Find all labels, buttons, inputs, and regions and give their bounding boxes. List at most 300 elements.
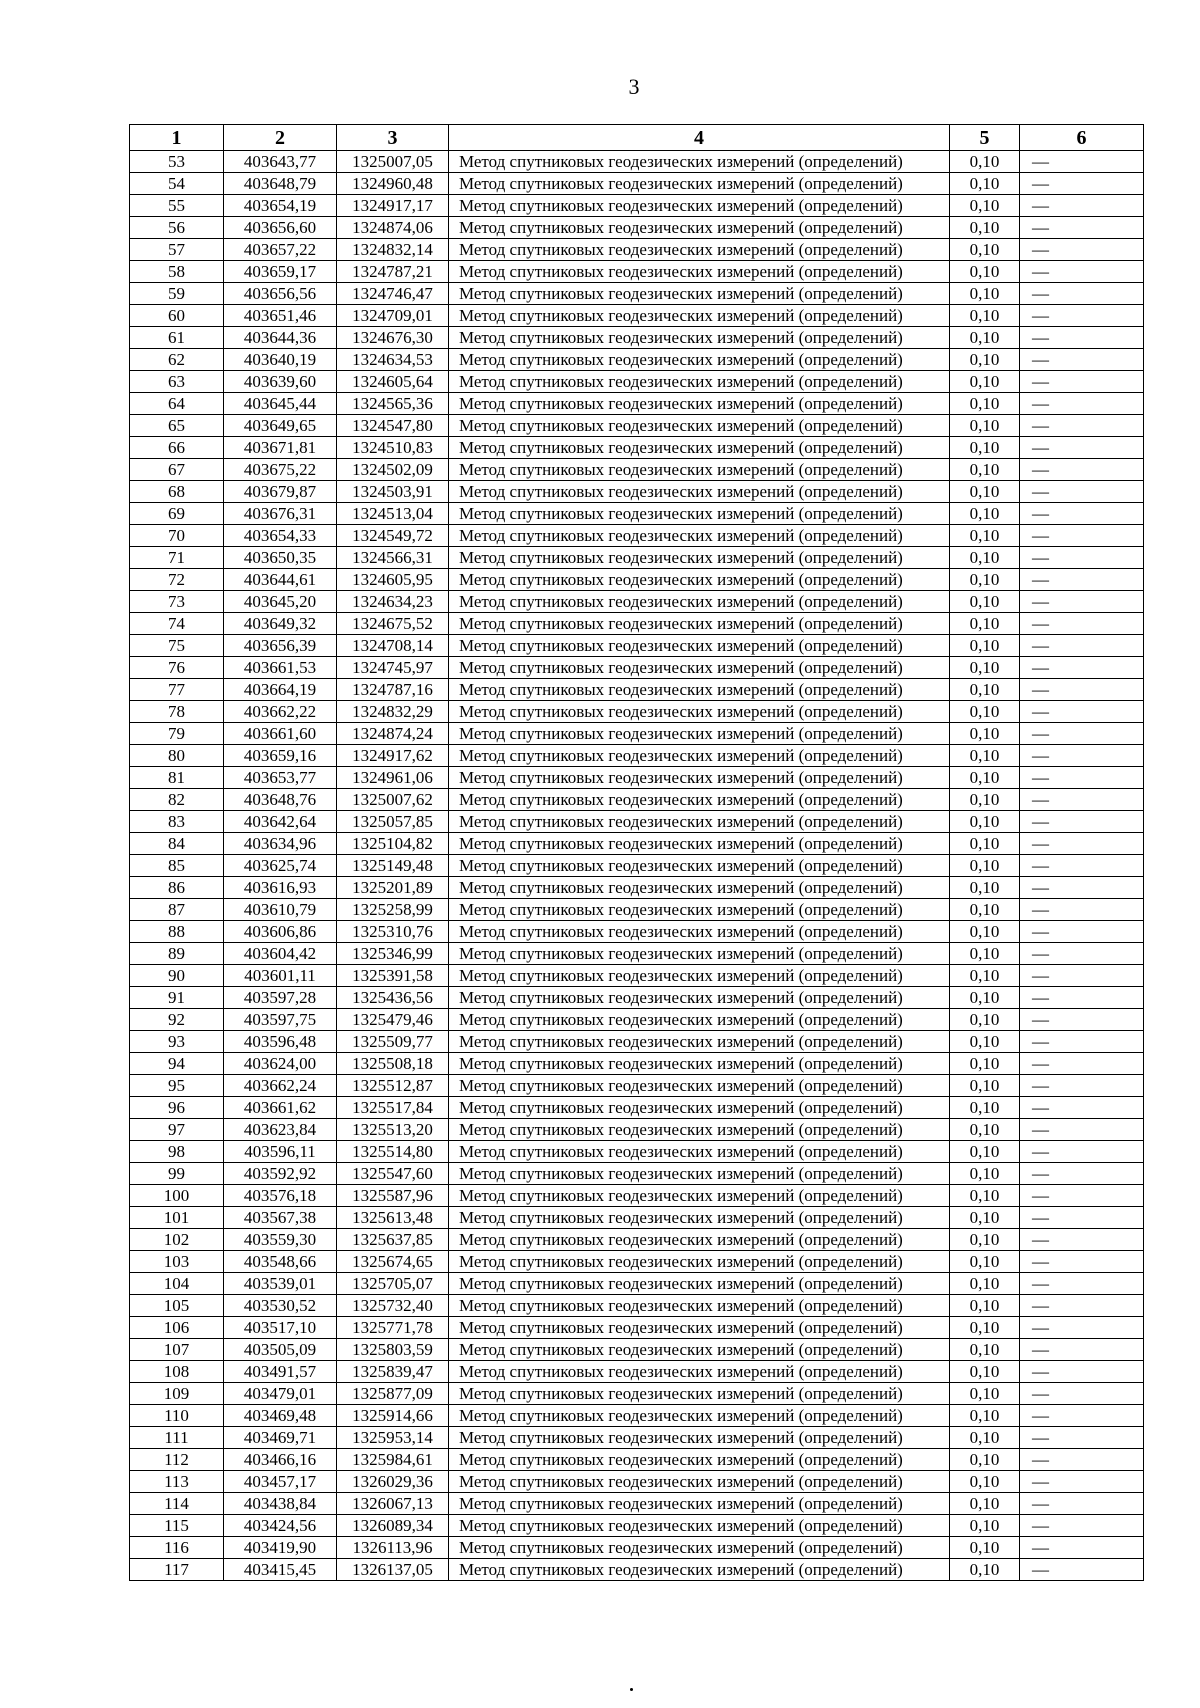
note-cell: — <box>1020 1515 1144 1537</box>
method-cell: Метод спутниковых геодезических измерений (определений) <box>449 1229 950 1251</box>
point-number-cell: 54 <box>130 173 224 195</box>
y-coordinate-cell: 1324961,06 <box>337 767 449 789</box>
note-cell: — <box>1020 745 1144 767</box>
note-cell: — <box>1020 393 1144 415</box>
y-coordinate-cell: 1325007,05 <box>337 151 449 173</box>
y-coordinate-cell: 1324745,97 <box>337 657 449 679</box>
table-row <box>130 569 1144 591</box>
y-coordinate-cell: 1325513,20 <box>337 1119 449 1141</box>
method-cell: Метод спутниковых геодезических измерений (определений) <box>449 1339 950 1361</box>
x-coordinate-cell: 403597,28 <box>224 987 337 1009</box>
point-number-cell: 65 <box>130 415 224 437</box>
y-coordinate-cell: 1324746,47 <box>337 283 449 305</box>
method-cell: Метод спутниковых геодезических измерений (определений) <box>449 1207 950 1229</box>
point-number-cell: 59 <box>130 283 224 305</box>
method-cell: Метод спутниковых геодезических измерений (определений) <box>449 415 950 437</box>
method-cell: Метод спутниковых геодезических измерений (определений) <box>449 217 950 239</box>
point-number-cell: 100 <box>130 1185 224 1207</box>
note-cell: — <box>1020 811 1144 833</box>
y-coordinate-cell: 1324708,14 <box>337 635 449 657</box>
y-coordinate-cell: 1325258,99 <box>337 899 449 921</box>
accuracy-cell: 0,10 <box>950 1427 1020 1449</box>
accuracy-cell: 0,10 <box>950 987 1020 1009</box>
point-number-cell: 94 <box>130 1053 224 1075</box>
table-row <box>130 1119 1144 1141</box>
note-cell: — <box>1020 459 1144 481</box>
point-number-cell: 62 <box>130 349 224 371</box>
note-cell: — <box>1020 261 1144 283</box>
point-number-cell: 91 <box>130 987 224 1009</box>
x-coordinate-cell: 403415,45 <box>224 1559 337 1581</box>
y-coordinate-cell: 1325587,96 <box>337 1185 449 1207</box>
note-cell: — <box>1020 701 1144 723</box>
accuracy-cell: 0,10 <box>950 613 1020 635</box>
method-cell: Метод спутниковых геодезических измерений (определений) <box>449 305 950 327</box>
note-cell: — <box>1020 921 1144 943</box>
accuracy-cell: 0,10 <box>950 1273 1020 1295</box>
accuracy-cell: 0,10 <box>950 173 1020 195</box>
y-coordinate-cell: 1325803,59 <box>337 1339 449 1361</box>
accuracy-cell: 0,10 <box>950 1339 1020 1361</box>
accuracy-cell: 0,10 <box>950 1119 1020 1141</box>
accuracy-cell: 0,10 <box>950 1053 1020 1075</box>
point-number-cell: 68 <box>130 481 224 503</box>
note-cell: — <box>1020 899 1144 921</box>
accuracy-cell: 0,10 <box>950 1317 1020 1339</box>
coordinates-table <box>129 124 1144 1581</box>
accuracy-cell: 0,10 <box>950 789 1020 811</box>
note-cell: — <box>1020 217 1144 239</box>
table-row <box>130 657 1144 679</box>
table-row <box>130 701 1144 723</box>
x-coordinate-cell: 403530,52 <box>224 1295 337 1317</box>
table-row <box>130 1251 1144 1273</box>
note-cell: — <box>1020 1449 1144 1471</box>
method-cell: Метод спутниковых геодезических измерений (определений) <box>449 1273 950 1295</box>
point-number-cell: 67 <box>130 459 224 481</box>
method-cell: Метод спутниковых геодезических измерений (определений) <box>449 1559 950 1581</box>
method-cell: Метод спутниковых геодезических измерений (определений) <box>449 503 950 525</box>
accuracy-cell: 0,10 <box>950 547 1020 569</box>
accuracy-cell: 0,10 <box>950 1251 1020 1273</box>
point-number-cell: 104 <box>130 1273 224 1295</box>
note-cell: — <box>1020 1471 1144 1493</box>
x-coordinate-cell: 403671,81 <box>224 437 337 459</box>
y-coordinate-cell: 1324787,16 <box>337 679 449 701</box>
y-coordinate-cell: 1325877,09 <box>337 1383 449 1405</box>
header-cell: 4 <box>449 125 950 151</box>
point-number-cell: 76 <box>130 657 224 679</box>
x-coordinate-cell: 403650,35 <box>224 547 337 569</box>
accuracy-cell: 0,10 <box>950 1185 1020 1207</box>
note-cell: — <box>1020 1295 1144 1317</box>
accuracy-cell: 0,10 <box>950 525 1020 547</box>
table-row <box>130 393 1144 415</box>
accuracy-cell: 0,10 <box>950 745 1020 767</box>
point-number-cell: 116 <box>130 1537 224 1559</box>
x-coordinate-cell: 403642,64 <box>224 811 337 833</box>
point-number-cell: 105 <box>130 1295 224 1317</box>
table-row <box>130 415 1144 437</box>
method-cell: Метод спутниковых геодезических измерений (определений) <box>449 261 950 283</box>
x-coordinate-cell: 403466,16 <box>224 1449 337 1471</box>
accuracy-cell: 0,10 <box>950 855 1020 877</box>
accuracy-cell: 0,10 <box>950 1515 1020 1537</box>
note-cell: — <box>1020 1383 1144 1405</box>
method-cell: Метод спутниковых геодезических измерений (определений) <box>449 547 950 569</box>
table-row <box>130 195 1144 217</box>
y-coordinate-cell: 1325613,48 <box>337 1207 449 1229</box>
table-row <box>130 745 1144 767</box>
x-coordinate-cell: 403657,22 <box>224 239 337 261</box>
note-cell: — <box>1020 415 1144 437</box>
page-number: 3 <box>628 74 640 99</box>
table-row <box>130 1361 1144 1383</box>
note-cell: — <box>1020 1097 1144 1119</box>
table-body <box>130 151 1144 1581</box>
x-coordinate-cell: 403654,33 <box>224 525 337 547</box>
accuracy-cell: 0,10 <box>950 217 1020 239</box>
note-cell: — <box>1020 1163 1144 1185</box>
note-cell: — <box>1020 1141 1144 1163</box>
table-row <box>130 371 1144 393</box>
y-coordinate-cell: 1324787,21 <box>337 261 449 283</box>
method-cell: Метод спутниковых геодезических измерений (определений) <box>449 283 950 305</box>
note-cell: — <box>1020 965 1144 987</box>
point-number-cell: 63 <box>130 371 224 393</box>
x-coordinate-cell: 403662,22 <box>224 701 337 723</box>
note-cell: — <box>1020 943 1144 965</box>
accuracy-cell: 0,10 <box>950 591 1020 613</box>
y-coordinate-cell: 1326089,34 <box>337 1515 449 1537</box>
y-coordinate-cell: 1324874,24 <box>337 723 449 745</box>
y-coordinate-cell: 1325512,87 <box>337 1075 449 1097</box>
method-cell: Метод спутниковых геодезических измерений (определений) <box>449 701 950 723</box>
note-cell: — <box>1020 679 1144 701</box>
x-coordinate-cell: 403559,30 <box>224 1229 337 1251</box>
note-cell: — <box>1020 569 1144 591</box>
note-cell: — <box>1020 1427 1144 1449</box>
x-coordinate-cell: 403664,19 <box>224 679 337 701</box>
accuracy-cell: 0,10 <box>950 239 1020 261</box>
point-number-cell: 112 <box>130 1449 224 1471</box>
method-cell: Метод спутниковых геодезических измерений (определений) <box>449 855 950 877</box>
table-row <box>130 1273 1144 1295</box>
x-coordinate-cell: 403649,32 <box>224 613 337 635</box>
y-coordinate-cell: 1325391,58 <box>337 965 449 987</box>
point-number-cell: 81 <box>130 767 224 789</box>
x-coordinate-cell: 403675,22 <box>224 459 337 481</box>
method-cell: Метод спутниковых геодезических измерений (определений) <box>449 1449 950 1471</box>
accuracy-cell: 0,10 <box>950 899 1020 921</box>
point-number-cell: 77 <box>130 679 224 701</box>
accuracy-cell: 0,10 <box>950 701 1020 723</box>
header-cell: 1 <box>130 125 224 151</box>
table-row <box>130 283 1144 305</box>
y-coordinate-cell: 1324675,52 <box>337 613 449 635</box>
accuracy-cell: 0,10 <box>950 723 1020 745</box>
x-coordinate-cell: 403661,62 <box>224 1097 337 1119</box>
table-row <box>130 1449 1144 1471</box>
point-number-cell: 64 <box>130 393 224 415</box>
point-number-cell: 99 <box>130 1163 224 1185</box>
note-cell: — <box>1020 151 1144 173</box>
point-number-cell: 69 <box>130 503 224 525</box>
method-cell: Метод спутниковых геодезических измерений (определений) <box>449 657 950 679</box>
note-cell: — <box>1020 1251 1144 1273</box>
y-coordinate-cell: 1325674,65 <box>337 1251 449 1273</box>
x-coordinate-cell: 403576,18 <box>224 1185 337 1207</box>
method-cell: Метод спутниковых геодезических измерений (определений) <box>449 965 950 987</box>
point-number-cell: 75 <box>130 635 224 657</box>
method-cell: Метод спутниковых геодезических измерений (определений) <box>449 1031 950 1053</box>
point-number-cell: 114 <box>130 1493 224 1515</box>
point-number-cell: 109 <box>130 1383 224 1405</box>
table-row <box>130 1163 1144 1185</box>
x-coordinate-cell: 403479,01 <box>224 1383 337 1405</box>
method-cell: Метод спутниковых геодезических измерений (определений) <box>449 987 950 1009</box>
table-row <box>130 855 1144 877</box>
point-number-cell: 73 <box>130 591 224 613</box>
point-number-cell: 60 <box>130 305 224 327</box>
point-number-cell: 117 <box>130 1559 224 1581</box>
note-cell: — <box>1020 1053 1144 1075</box>
y-coordinate-cell: 1325547,60 <box>337 1163 449 1185</box>
point-number-cell: 55 <box>130 195 224 217</box>
point-number-cell: 58 <box>130 261 224 283</box>
point-number-cell: 107 <box>130 1339 224 1361</box>
y-coordinate-cell: 1324676,30 <box>337 327 449 349</box>
method-cell: Метод спутниковых геодезических измерений (определений) <box>449 1471 950 1493</box>
y-coordinate-cell: 1325346,99 <box>337 943 449 965</box>
accuracy-cell: 0,10 <box>950 305 1020 327</box>
x-coordinate-cell: 403596,11 <box>224 1141 337 1163</box>
method-cell: Метод спутниковых геодезических измерений (определений) <box>449 1097 950 1119</box>
note-cell: — <box>1020 987 1144 1009</box>
method-cell: Метод спутниковых геодезических измерений (определений) <box>449 723 950 745</box>
note-cell: — <box>1020 877 1144 899</box>
table-row <box>130 261 1144 283</box>
accuracy-cell: 0,10 <box>950 877 1020 899</box>
accuracy-cell: 0,10 <box>950 1229 1020 1251</box>
table-row <box>130 1295 1144 1317</box>
accuracy-cell: 0,10 <box>950 921 1020 943</box>
x-coordinate-cell: 403623,84 <box>224 1119 337 1141</box>
point-number-cell: 103 <box>130 1251 224 1273</box>
point-number-cell: 106 <box>130 1317 224 1339</box>
note-cell: — <box>1020 503 1144 525</box>
point-number-cell: 85 <box>130 855 224 877</box>
accuracy-cell: 0,10 <box>950 1471 1020 1493</box>
table-row <box>130 1185 1144 1207</box>
note-cell: — <box>1020 1317 1144 1339</box>
header-cell: 2 <box>224 125 337 151</box>
y-coordinate-cell: 1326029,36 <box>337 1471 449 1493</box>
x-coordinate-cell: 403651,46 <box>224 305 337 327</box>
accuracy-cell: 0,10 <box>950 1295 1020 1317</box>
method-cell: Метод спутниковых геодезических измерений (определений) <box>449 393 950 415</box>
accuracy-cell: 0,10 <box>950 679 1020 701</box>
x-coordinate-cell: 403517,10 <box>224 1317 337 1339</box>
x-coordinate-cell: 403654,19 <box>224 195 337 217</box>
table-row <box>130 1339 1144 1361</box>
x-coordinate-cell: 403640,19 <box>224 349 337 371</box>
x-coordinate-cell: 403419,90 <box>224 1537 337 1559</box>
note-cell: — <box>1020 239 1144 261</box>
table-row <box>130 1207 1144 1229</box>
y-coordinate-cell: 1324832,29 <box>337 701 449 723</box>
x-coordinate-cell: 403649,65 <box>224 415 337 437</box>
method-cell: Метод спутниковых геодезических измерений (определений) <box>449 437 950 459</box>
table-row <box>130 1009 1144 1031</box>
point-number-cell: 115 <box>130 1515 224 1537</box>
x-coordinate-cell: 403659,16 <box>224 745 337 767</box>
x-coordinate-cell: 403597,75 <box>224 1009 337 1031</box>
accuracy-cell: 0,10 <box>950 1361 1020 1383</box>
y-coordinate-cell: 1325732,40 <box>337 1295 449 1317</box>
x-coordinate-cell: 403604,42 <box>224 943 337 965</box>
method-cell: Метод спутниковых геодезических измерений (определений) <box>449 789 950 811</box>
y-coordinate-cell: 1325436,56 <box>337 987 449 1009</box>
header-cell: 5 <box>950 125 1020 151</box>
method-cell: Метод спутниковых геодезических измерений (определений) <box>449 371 950 393</box>
method-cell: Метод спутниковых геодезических измерений (определений) <box>449 745 950 767</box>
point-number-cell: 66 <box>130 437 224 459</box>
method-cell: Метод спутниковых геодезических измерений (определений) <box>449 195 950 217</box>
accuracy-cell: 0,10 <box>950 415 1020 437</box>
table-row <box>130 459 1144 481</box>
y-coordinate-cell: 1324566,31 <box>337 547 449 569</box>
table-row <box>130 305 1144 327</box>
table-row <box>130 767 1144 789</box>
table-row <box>130 1537 1144 1559</box>
table-row <box>130 1493 1144 1515</box>
table-row <box>130 1559 1144 1581</box>
y-coordinate-cell: 1325479,46 <box>337 1009 449 1031</box>
point-number-cell: 111 <box>130 1427 224 1449</box>
method-cell: Метод спутниковых геодезических измерений (определений) <box>449 635 950 657</box>
table-row <box>130 525 1144 547</box>
stray-dot <box>630 1688 633 1691</box>
table-row <box>130 1471 1144 1493</box>
note-cell: — <box>1020 1185 1144 1207</box>
y-coordinate-cell: 1324510,83 <box>337 437 449 459</box>
y-coordinate-cell: 1325771,78 <box>337 1317 449 1339</box>
x-coordinate-cell: 403606,86 <box>224 921 337 943</box>
note-cell: — <box>1020 547 1144 569</box>
method-cell: Метод спутниковых геодезических измерений (определений) <box>449 679 950 701</box>
accuracy-cell: 0,10 <box>950 1493 1020 1515</box>
x-coordinate-cell: 403679,87 <box>224 481 337 503</box>
table-row <box>130 173 1144 195</box>
table-row <box>130 481 1144 503</box>
note-cell: — <box>1020 525 1144 547</box>
x-coordinate-cell: 403596,48 <box>224 1031 337 1053</box>
accuracy-cell: 0,10 <box>950 1141 1020 1163</box>
accuracy-cell: 0,10 <box>950 767 1020 789</box>
x-coordinate-cell: 403610,79 <box>224 899 337 921</box>
x-coordinate-cell: 403616,93 <box>224 877 337 899</box>
table-row <box>130 723 1144 745</box>
method-cell: Метод спутниковых геодезических измерений (определений) <box>449 1515 950 1537</box>
accuracy-cell: 0,10 <box>950 1383 1020 1405</box>
y-coordinate-cell: 1324605,95 <box>337 569 449 591</box>
y-coordinate-cell: 1325914,66 <box>337 1405 449 1427</box>
table-row <box>130 679 1144 701</box>
table-row <box>130 151 1144 173</box>
table-row <box>130 613 1144 635</box>
x-coordinate-cell: 403676,31 <box>224 503 337 525</box>
x-coordinate-cell: 403634,96 <box>224 833 337 855</box>
note-cell: — <box>1020 833 1144 855</box>
y-coordinate-cell: 1324709,01 <box>337 305 449 327</box>
y-coordinate-cell: 1326113,96 <box>337 1537 449 1559</box>
point-number-cell: 53 <box>130 151 224 173</box>
y-coordinate-cell: 1325310,76 <box>337 921 449 943</box>
y-coordinate-cell: 1325509,77 <box>337 1031 449 1053</box>
note-cell: — <box>1020 195 1144 217</box>
accuracy-cell: 0,10 <box>950 1207 1020 1229</box>
point-number-cell: 56 <box>130 217 224 239</box>
method-cell: Метод спутниковых геодезических измерений (определений) <box>449 239 950 261</box>
accuracy-cell: 0,10 <box>950 283 1020 305</box>
x-coordinate-cell: 403656,39 <box>224 635 337 657</box>
method-cell: Метод спутниковых геодезических измерений (определений) <box>449 1427 950 1449</box>
x-coordinate-cell: 403457,17 <box>224 1471 337 1493</box>
table-row <box>130 1053 1144 1075</box>
x-coordinate-cell: 403469,71 <box>224 1427 337 1449</box>
method-cell: Метод спутниковых геодезических измерений (определений) <box>449 811 950 833</box>
x-coordinate-cell: 403438,84 <box>224 1493 337 1515</box>
method-cell: Метод спутниковых геодезических измерений (определений) <box>449 1537 950 1559</box>
note-cell: — <box>1020 437 1144 459</box>
table-row <box>130 1141 1144 1163</box>
table-row <box>130 327 1144 349</box>
y-coordinate-cell: 1325149,48 <box>337 855 449 877</box>
y-coordinate-cell: 1326067,13 <box>337 1493 449 1515</box>
accuracy-cell: 0,10 <box>950 261 1020 283</box>
table-row <box>130 217 1144 239</box>
point-number-cell: 72 <box>130 569 224 591</box>
point-number-cell: 80 <box>130 745 224 767</box>
table-row <box>130 1383 1144 1405</box>
accuracy-cell: 0,10 <box>950 569 1020 591</box>
note-cell: — <box>1020 723 1144 745</box>
point-number-cell: 74 <box>130 613 224 635</box>
method-cell: Метод спутниковых геодезических измерений (определений) <box>449 525 950 547</box>
y-coordinate-cell: 1325104,82 <box>337 833 449 855</box>
accuracy-cell: 0,10 <box>950 1537 1020 1559</box>
header-cell: 6 <box>1020 125 1144 151</box>
y-coordinate-cell: 1324549,72 <box>337 525 449 547</box>
table-row <box>130 1515 1144 1537</box>
method-cell: Метод спутниковых геодезических измерений (определений) <box>449 1163 950 1185</box>
note-cell: — <box>1020 327 1144 349</box>
accuracy-cell: 0,10 <box>950 1559 1020 1581</box>
table-row <box>130 789 1144 811</box>
accuracy-cell: 0,10 <box>950 1405 1020 1427</box>
note-cell: — <box>1020 1493 1144 1515</box>
table-row <box>130 1317 1144 1339</box>
table-row <box>130 349 1144 371</box>
accuracy-cell: 0,10 <box>950 503 1020 525</box>
accuracy-cell: 0,10 <box>950 657 1020 679</box>
accuracy-cell: 0,10 <box>950 635 1020 657</box>
y-coordinate-cell: 1325705,07 <box>337 1273 449 1295</box>
y-coordinate-cell: 1325953,14 <box>337 1427 449 1449</box>
y-coordinate-cell: 1325007,62 <box>337 789 449 811</box>
note-cell: — <box>1020 1339 1144 1361</box>
